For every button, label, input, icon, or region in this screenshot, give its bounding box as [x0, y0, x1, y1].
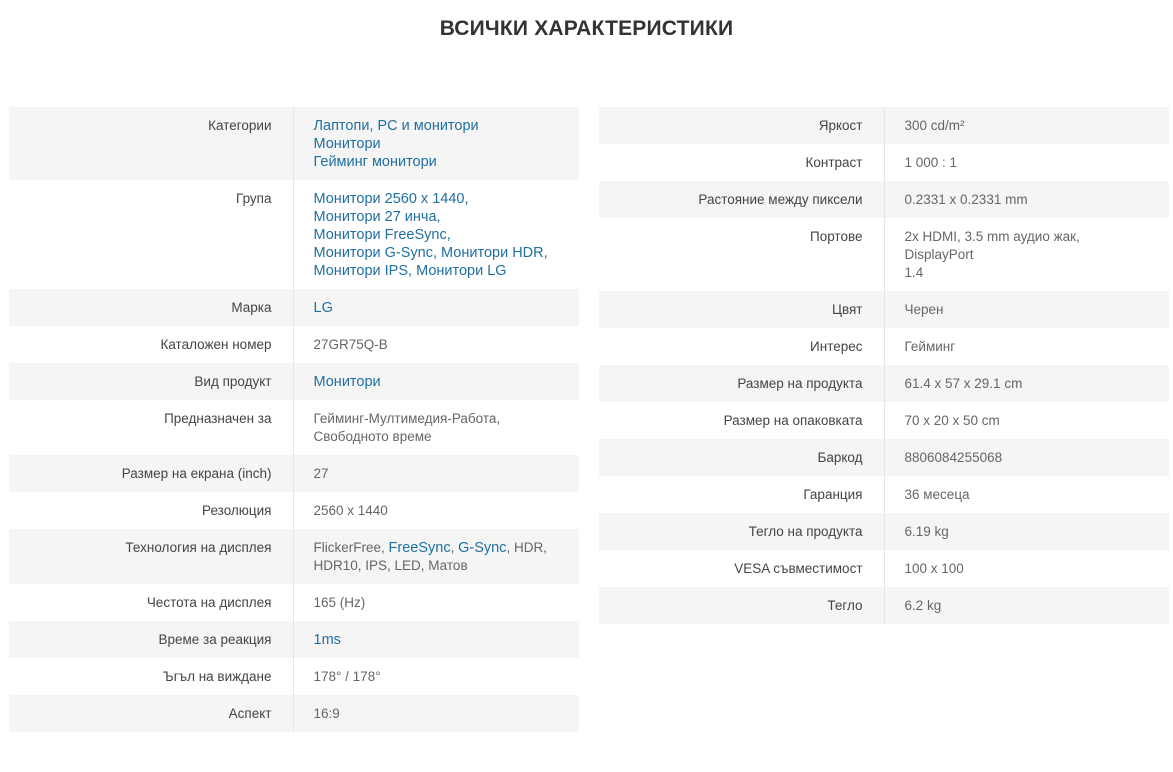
- spec-value: 2560 x 1440: [313, 503, 388, 518]
- spec-label: Категории: [9, 107, 293, 180]
- spec-value: 1 000 : 1: [904, 155, 958, 170]
- spec-value-line: 2x HDMI, 3.5 mm аудио жак, DisplayPort: [904, 229, 1080, 262]
- category-link-gaming-monitors[interactable]: Гейминг монитори: [313, 154, 437, 170]
- spec-value-line: 1.4: [904, 265, 924, 280]
- spec-label: VESA съвместимост: [599, 550, 884, 587]
- spec-value-line: Свободното време: [313, 429, 432, 444]
- spec-row-brand: [9, 289, 579, 326]
- response-time-link[interactable]: 1ms: [313, 632, 341, 648]
- spec-value: 36 месеца: [904, 487, 970, 502]
- specs-table-right: [599, 107, 1169, 624]
- spec-label: Растояние между пиксели: [599, 181, 884, 218]
- spec-value: 16:9: [313, 706, 340, 721]
- spec-row-resolution: [9, 492, 579, 529]
- spec-label: Размер на екрана (inch): [9, 455, 293, 492]
- spec-label: Цвят: [599, 291, 884, 328]
- spec-row-catalog-number: [9, 326, 579, 363]
- freesync-link[interactable]: FreeSync: [388, 540, 451, 556]
- spec-value: 100 x 100: [904, 561, 964, 576]
- spec-row-pixel-pitch: [599, 181, 1169, 218]
- spec-label: Интерес: [599, 328, 884, 365]
- spec-row-warranty: [599, 476, 1169, 513]
- spec-label: Портове: [599, 218, 884, 291]
- spec-value-line: Гейминг-Мултимедия-Работа,: [313, 411, 501, 426]
- spec-value: 70 x 20 x 50 cm: [904, 413, 1000, 428]
- spec-label: Аспект: [9, 695, 293, 732]
- group-link[interactable]: Монитори 27 инча,: [313, 209, 441, 225]
- brand-link[interactable]: LG: [313, 300, 333, 316]
- spec-value-line: HDR10, IPS, LED, Матов: [313, 558, 468, 573]
- spec-value: 6.2 kg: [904, 598, 942, 613]
- spec-value: [293, 107, 579, 180]
- spec-row-product-size: [599, 365, 1169, 402]
- category-link-monitors[interactable]: Монитори: [313, 136, 381, 152]
- tech-plain-text: FlickerFree,: [313, 540, 389, 555]
- spec-value: [293, 289, 579, 326]
- spec-value: [293, 363, 579, 400]
- spec-row-vesa: [599, 550, 1169, 587]
- product-type-link[interactable]: Монитори: [313, 374, 381, 390]
- spec-value: [884, 218, 1169, 291]
- spec-value: Черен: [904, 302, 944, 317]
- spec-label: Каталожен номер: [9, 326, 293, 363]
- spec-value: 178° / 178°: [313, 669, 381, 684]
- spec-row-group: [9, 180, 579, 289]
- category-link-laptops-pc-monitors[interactable]: Лаптопи, PC и монитори: [313, 118, 479, 134]
- spec-label: Време за реакция: [9, 621, 293, 658]
- spec-row-product-type: [9, 363, 579, 400]
- spec-label: Група: [9, 180, 293, 289]
- tech-separator: ,: [450, 540, 459, 555]
- tech-plain-text: , HDR,: [506, 540, 547, 555]
- spec-label: Яркост: [599, 107, 884, 144]
- spec-row-intended-for: [9, 400, 579, 455]
- spec-value: 0.2331 x 0.2331 mm: [904, 192, 1028, 207]
- gsync-link[interactable]: G-Sync: [458, 540, 507, 556]
- spec-label: Гаранция: [599, 476, 884, 513]
- spec-value: 27: [313, 466, 329, 481]
- spec-label: Баркод: [599, 439, 884, 476]
- spec-label: Размер на продукта: [599, 365, 884, 402]
- spec-row-viewing-angle: [9, 658, 579, 695]
- spec-value: [293, 400, 579, 455]
- spec-row-barcode: [599, 439, 1169, 476]
- spec-row-brightness: [599, 107, 1169, 144]
- spec-row-refresh-rate: [9, 584, 579, 621]
- group-link[interactable]: Монитори 2560 x 1440,: [313, 191, 469, 207]
- spec-row-product-weight: [599, 513, 1169, 550]
- spec-row-contrast: [599, 144, 1169, 181]
- spec-row-screen-size: [9, 455, 579, 492]
- spec-label: Марка: [9, 289, 293, 326]
- spec-row-package-size: [599, 402, 1169, 439]
- spec-row-ports: [599, 218, 1169, 291]
- page-title: ВСИЧКИ ХАРАКТЕРИСТИКИ: [439, 17, 734, 40]
- spec-value: 300 cd/m²: [904, 118, 965, 133]
- spec-row-color: [599, 291, 1169, 328]
- group-link[interactable]: Монитори G-Sync, Монитори HDR,: [313, 245, 548, 261]
- spec-row-response-time: [9, 621, 579, 658]
- specs-table-left: [9, 107, 579, 732]
- spec-value: 165 (Hz): [313, 595, 366, 610]
- spec-value: [293, 621, 579, 658]
- spec-row-display-technology: [9, 529, 579, 584]
- spec-row-weight: [599, 587, 1169, 624]
- spec-label: Честота на дисплея: [9, 584, 293, 621]
- spec-value: [293, 180, 579, 289]
- spec-label: Контраст: [599, 144, 884, 181]
- spec-row-categories: [9, 107, 579, 180]
- spec-value: 61.4 x 57 x 29.1 cm: [904, 376, 1023, 391]
- spec-row-aspect: [9, 695, 579, 732]
- spec-value: Гейминг: [904, 339, 956, 354]
- spec-label: Предназначен за: [9, 400, 293, 455]
- spec-value-line: [314, 539, 562, 557]
- spec-value: [293, 529, 579, 584]
- spec-label: Тегло: [599, 587, 884, 624]
- spec-value: 27GR75Q-B: [313, 337, 388, 352]
- spec-value: 6.19 kg: [904, 524, 949, 539]
- group-link[interactable]: Монитори IPS, Монитори LG: [313, 263, 507, 279]
- spec-label: Тегло на продукта: [599, 513, 884, 550]
- spec-label: Резолюция: [9, 492, 293, 529]
- spec-row-interest: [599, 328, 1169, 365]
- spec-label: Ъгъл на виждане: [9, 658, 293, 695]
- spec-value: 8806084255068: [904, 450, 1003, 465]
- spec-label: Технология на дисплея: [9, 529, 293, 584]
- group-link[interactable]: Монитори FreeSync,: [313, 227, 451, 243]
- spec-label: Вид продукт: [9, 363, 293, 400]
- spec-label: Размер на опаковката: [599, 402, 884, 439]
